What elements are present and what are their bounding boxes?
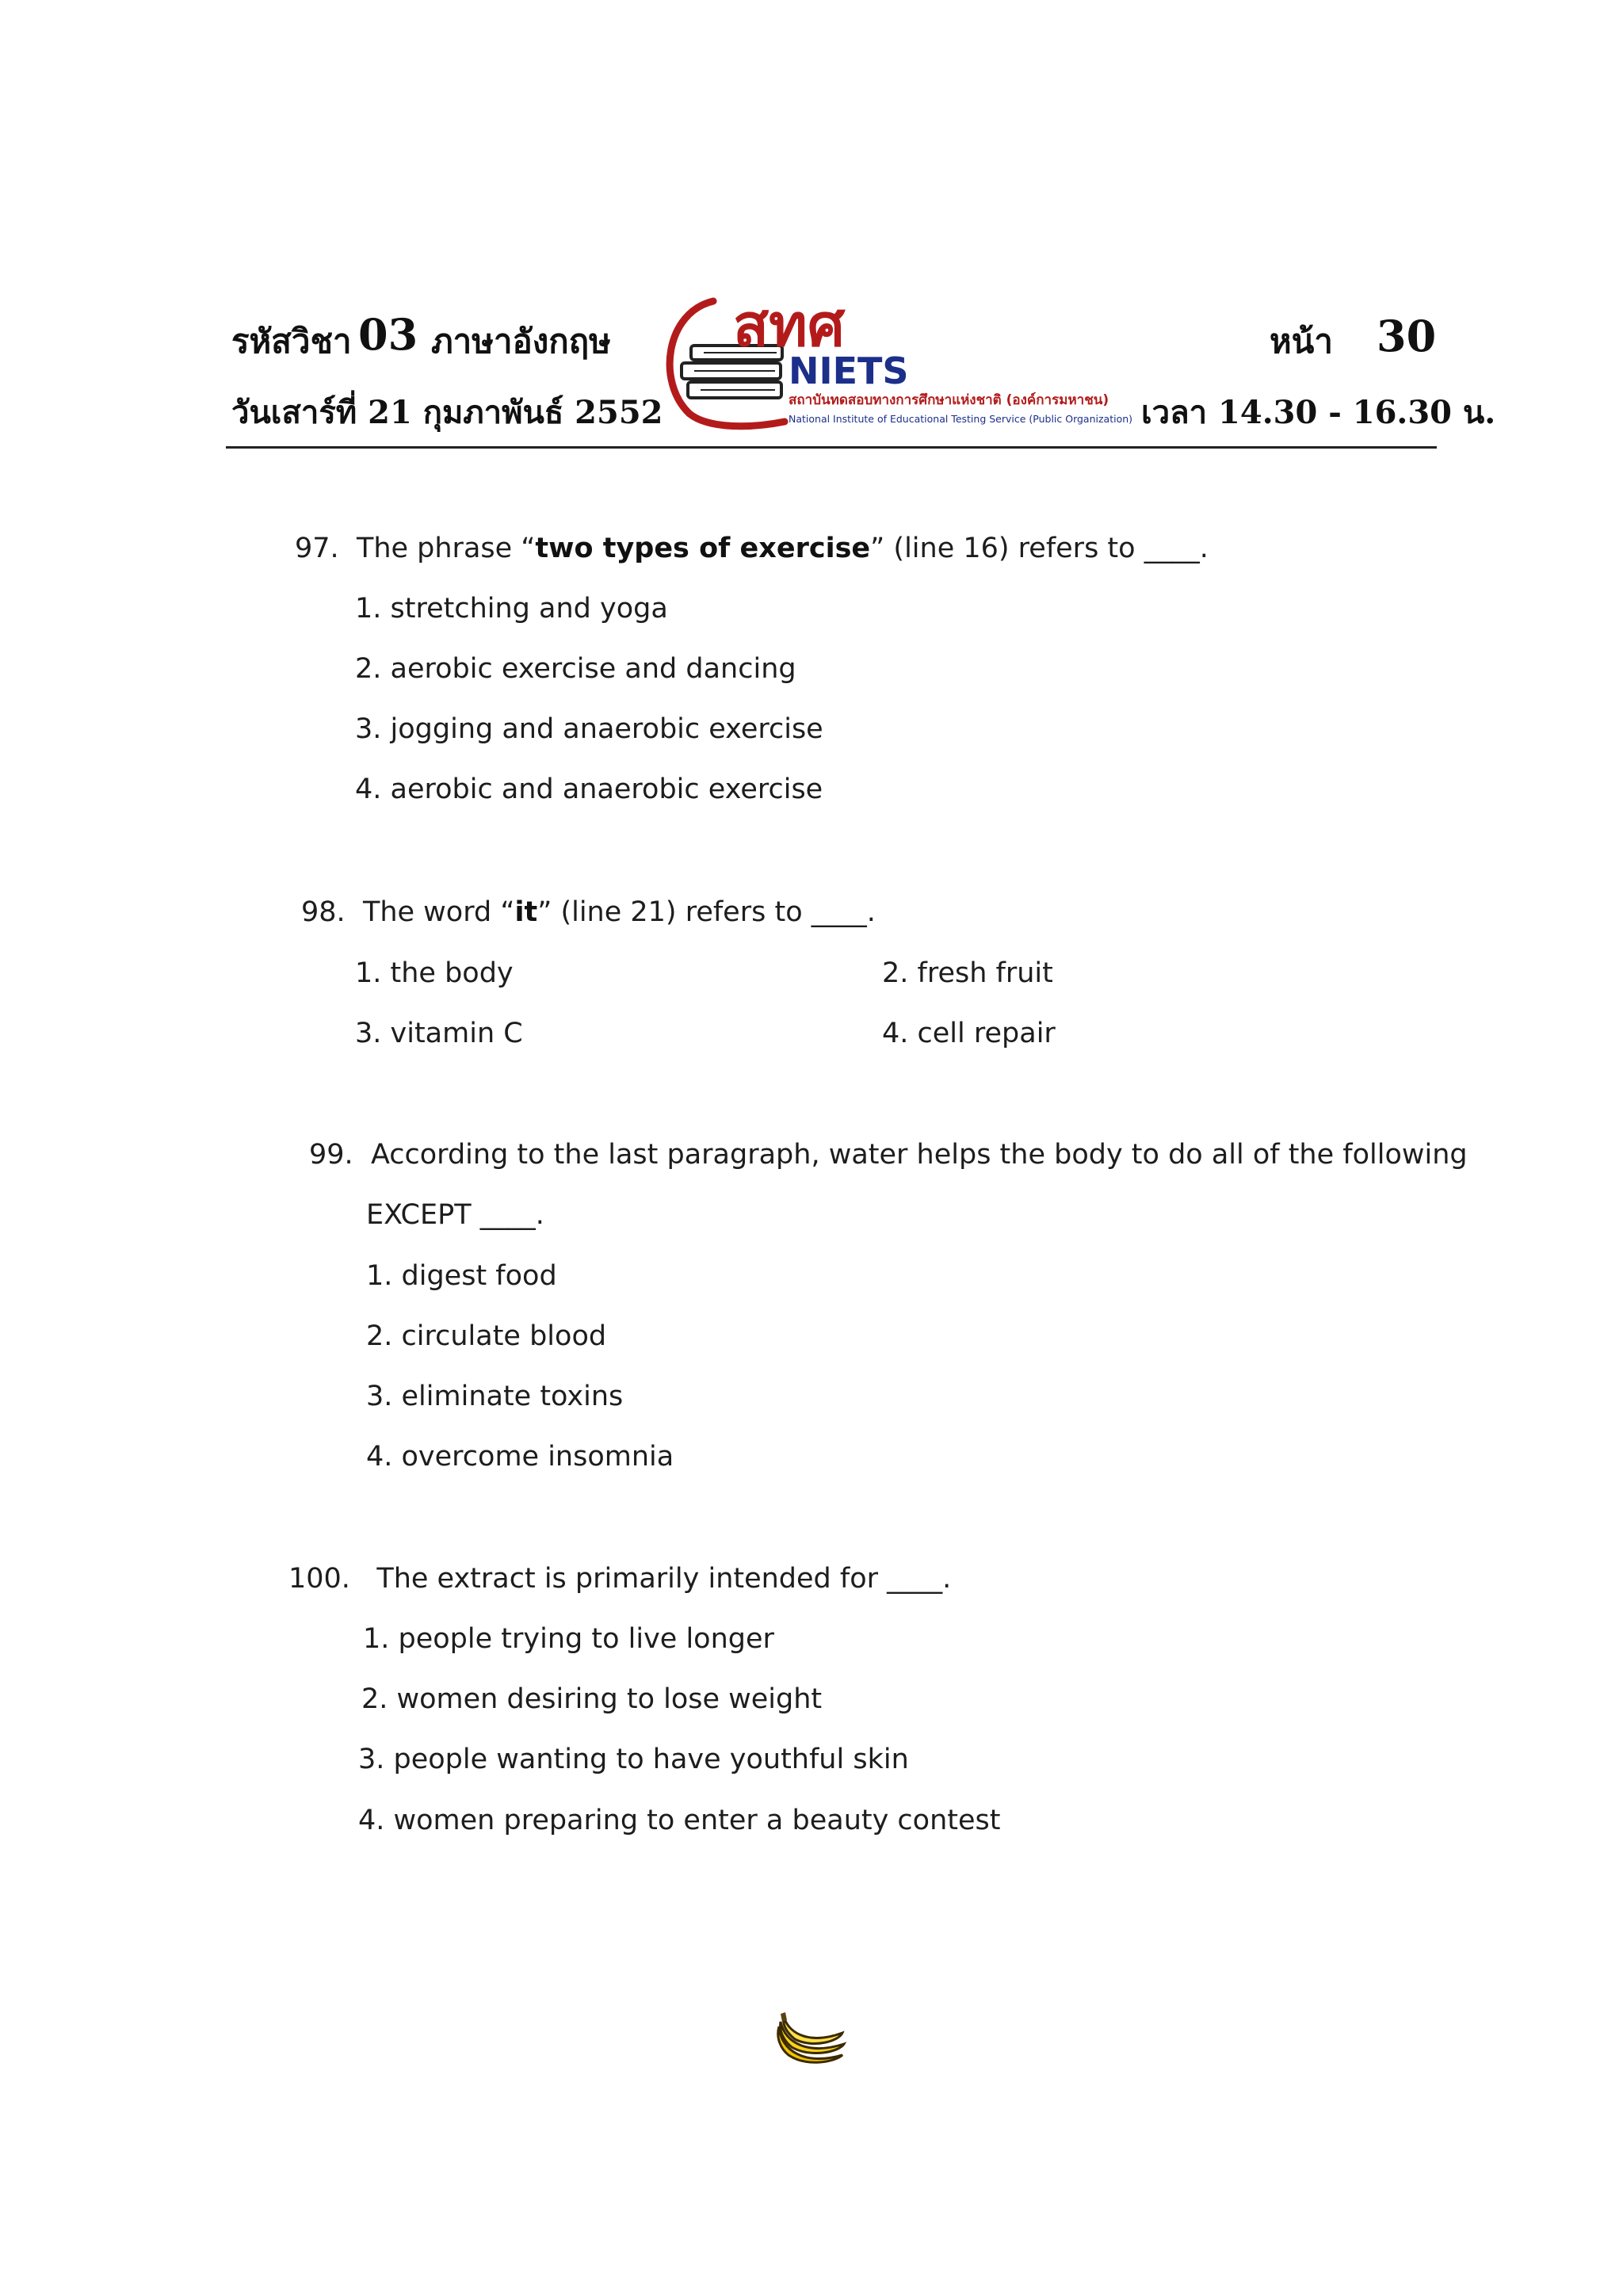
subject-name: ภาษาอังกฤษ — [431, 322, 611, 361]
question-highlight: two types of exercise — [535, 533, 871, 564]
exam-time: เวลา 14.30 - 16.30 น. — [1141, 394, 1496, 431]
question-100: 100. The extract is primarily intended for ____. — [288, 1563, 952, 1595]
option-100-2[interactable]: 2. women desiring to lose weight — [361, 1683, 823, 1715]
logo-english-name: National Institute of Educational Testing Service (Public Organization) — [789, 413, 1133, 425]
logo-thai-name: สถาบันทดสอบทางการศึกษาแห่งชาติ (องค์การมหาชน) — [789, 392, 1109, 408]
banana-icon — [773, 2009, 849, 2073]
question-number: 97. — [295, 533, 339, 564]
logo-acronym: NIETS — [789, 350, 909, 392]
question-97: 97. The phrase “two types of exercise” (line 16) refers to ____. — [295, 533, 1209, 564]
option-98-4[interactable]: 4. cell repair — [882, 1018, 1056, 1049]
option-99-1[interactable]: 1. digest food — [366, 1260, 557, 1292]
option-98-3[interactable]: 3. vitamin C — [355, 1018, 523, 1049]
option-100-3[interactable]: 3. people wanting to have youthful skin — [358, 1744, 909, 1775]
option-100-1[interactable]: 1. people trying to live longer — [363, 1623, 774, 1655]
question-99-line2: EXCEPT ____. — [366, 1199, 544, 1231]
subject-code-label: รหัสวิชา — [231, 322, 352, 361]
option-97-3[interactable]: 3. jogging and anaerobic exercise — [355, 713, 823, 745]
option-99-3[interactable]: 3. eliminate toxins — [366, 1381, 624, 1412]
exam-date: วันเสาร์ที่ 21 กุมภาพันธ์ 2552 — [231, 394, 663, 431]
option-98-1[interactable]: 1. the body — [355, 957, 514, 989]
option-99-2[interactable]: 2. circulate blood — [366, 1320, 607, 1352]
header-divider — [226, 446, 1437, 449]
niets-logo — [658, 295, 1133, 431]
option-97-1[interactable]: 1. stretching and yoga — [355, 593, 668, 625]
subject-code-number: 03 — [358, 309, 418, 360]
option-97-2[interactable]: 2. aerobic exercise and dancing — [355, 653, 796, 685]
question-number: 99. — [309, 1139, 353, 1171]
option-100-4[interactable]: 4. women preparing to enter a beauty contest — [358, 1805, 1001, 1836]
option-97-4[interactable]: 4. aerobic and anaerobic exercise — [355, 774, 823, 805]
question-number: 100. — [288, 1563, 350, 1595]
question-98: 98. The word “it” (line 21) refers to ____. — [301, 896, 876, 928]
logo-thai-mark: สทศ — [733, 295, 845, 360]
option-99-4[interactable]: 4. overcome insomnia — [366, 1441, 674, 1473]
question-highlight: it — [514, 896, 538, 928]
option-98-2[interactable]: 2. fresh fruit — [882, 957, 1053, 989]
page-number: 30 — [1377, 311, 1437, 361]
question-number: 98. — [301, 896, 346, 928]
question-99: 99. According to the last paragraph, water helps the body to do all of the following — [309, 1139, 1468, 1171]
page-label: หน้า — [1270, 322, 1333, 361]
